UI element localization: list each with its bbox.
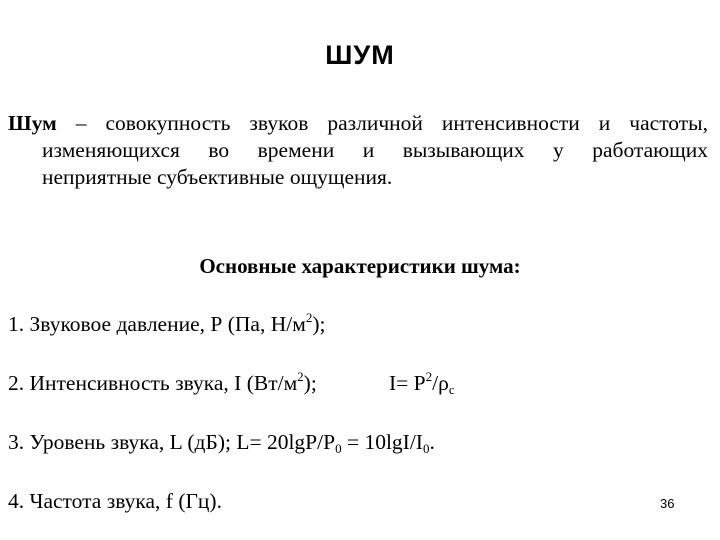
definition-line-3: неприятные субъективные ощущения. — [42, 165, 393, 189]
item-2-text: 2. Интенсивность звука, I (Вт/м — [8, 371, 298, 395]
characteristic-item-1 — [8, 312, 325, 337]
definition-line-2: изменяющихся во времени и вызывающих у работающих — [42, 138, 708, 162]
intensity-formula — [389, 371, 455, 398]
noise-definition — [8, 110, 708, 191]
intensity-formula-subscript: c — [448, 382, 455, 397]
slide-title: ШУМ — [325, 40, 395, 70]
item-3-text: 3. Уровень звука, L (дБ); L= 20lgР/Р — [8, 430, 336, 454]
item-2-suffix: ); — [303, 371, 317, 395]
item-3-suffix: . — [429, 430, 435, 454]
item-1-suffix: ); — [312, 312, 326, 336]
item-3-subscript-2: 0 — [422, 441, 430, 456]
item-3-subscript-1: 0 — [335, 441, 342, 456]
definition-line-1 — [8, 110, 708, 137]
characteristics-heading: Основные характеристики шума: — [199, 254, 521, 278]
intensity-formula-b: /ρ — [432, 371, 449, 395]
characteristic-item-4: 4. Частота звука, f (Гц). — [8, 489, 222, 513]
definition-line-1-text: – совокупность звуков различной интенсивности и частоты, — [56, 111, 708, 135]
characteristic-item-2 — [8, 371, 317, 396]
intensity-formula-superscript: 2 — [425, 369, 433, 384]
characteristic-item-3 — [8, 430, 435, 457]
intensity-formula-a: I= Р — [389, 371, 426, 395]
item-3-mid: = 10lgI/I — [341, 430, 423, 454]
item-1-text: 1. Звуковое давление, Р (Па, Н/м — [8, 312, 306, 336]
definition-term: Шум — [8, 111, 57, 135]
item-2-superscript: 2 — [297, 369, 304, 384]
item-1-superscript: 2 — [305, 310, 313, 325]
page-number: 36 — [660, 496, 675, 511]
